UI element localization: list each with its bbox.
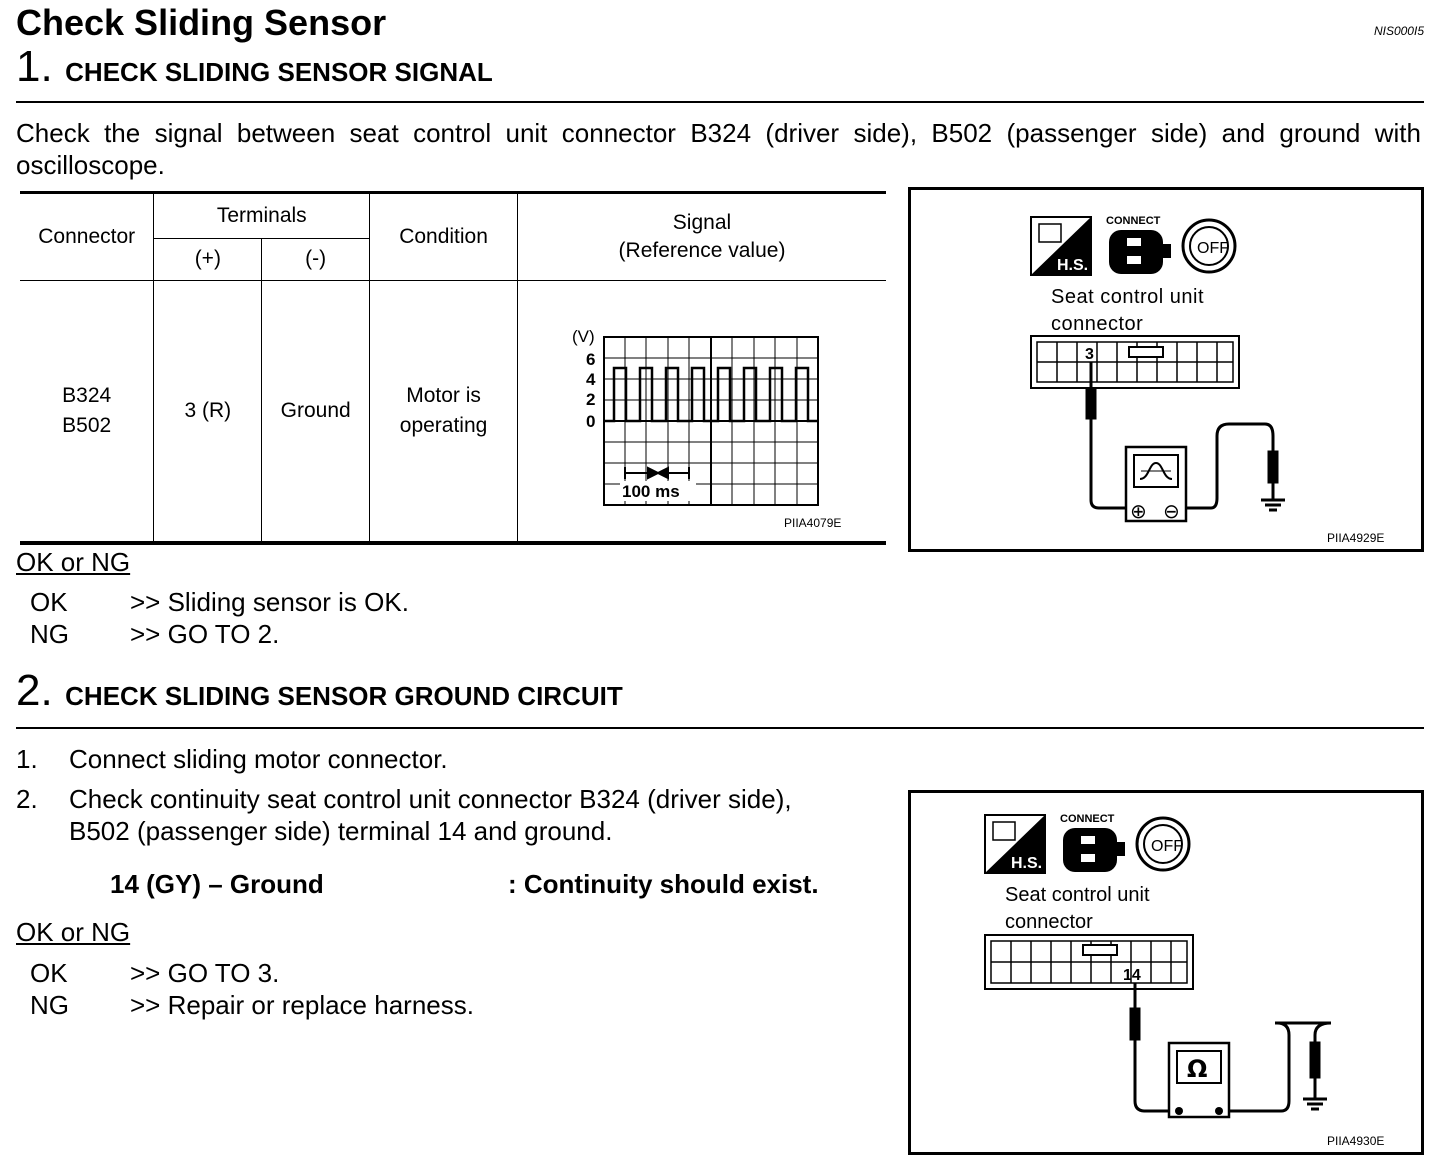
- oscilloscope-waveform: [518, 281, 886, 541]
- fig1-label-line2: connector: [1051, 313, 1144, 335]
- step2-divider: [16, 727, 1424, 729]
- step2-ok-text: >> GO TO 3.: [130, 958, 280, 988]
- cell-plus: 3 (R): [154, 280, 262, 541]
- step1-result-heading: OK or NG: [16, 547, 131, 577]
- figure-continuity-check: [908, 790, 1424, 1155]
- header-signal-line2: (Reference value): [618, 238, 786, 262]
- step2-item-2-line1: Check continuity seat control unit connector B324 (driver side),: [69, 784, 792, 814]
- fig2-terminal-number: 14: [1123, 967, 1141, 984]
- step2-ng-text: >> Repair or replace harness.: [130, 990, 474, 1020]
- step1-heading: [16, 42, 493, 92]
- cell-minus: Ground: [262, 280, 370, 541]
- step2-item-1-text: Connect sliding motor connector.: [69, 744, 448, 774]
- page-title: Check Sliding Sensor: [16, 2, 387, 43]
- fig1-terminal-number: 3: [1085, 346, 1094, 363]
- cell-condition: [370, 280, 518, 541]
- connect-label: CONNECT: [1106, 215, 1161, 227]
- connect-icon: [1060, 813, 1125, 872]
- header-signal-line1: Signal: [672, 210, 732, 234]
- scope-tick-2: 2: [585, 389, 596, 409]
- harness-side-icon: [985, 815, 1045, 873]
- step2-spec-right: : Continuity should exist.: [508, 869, 819, 899]
- cell-condition-line1: Motor is: [406, 383, 481, 407]
- step1-divider: [16, 101, 1424, 103]
- seat-control-unit-connector: [1031, 336, 1239, 388]
- cell-condition-line2: operating: [399, 413, 488, 437]
- scope-fig-id: PIIA4079E: [783, 515, 842, 530]
- step2-item-1-num: 1.: [16, 744, 38, 774]
- fig2-label-line2: connector: [1005, 911, 1093, 933]
- step2-ok-label: OK: [30, 958, 68, 988]
- seat-control-unit-connector: [985, 935, 1193, 989]
- off-label: OFF: [1197, 240, 1229, 257]
- fig1-label-line1: Seat control unit: [1051, 286, 1205, 308]
- harness-side-icon: [1031, 217, 1091, 275]
- header-condition: Condition: [370, 194, 518, 280]
- cell-signal: [517, 280, 886, 541]
- oscilloscope-meter-icon: [1126, 447, 1186, 523]
- cell-connector: [20, 280, 154, 541]
- hs-label: H.S.: [1057, 257, 1089, 274]
- step1-ok-text: >> Sliding sensor is OK.: [130, 587, 409, 617]
- meter-minus: ⊖: [1163, 499, 1180, 523]
- step2-result-heading: OK or NG: [16, 917, 131, 947]
- off-label: OFF: [1151, 838, 1183, 855]
- fig1-id: PIIA4929E: [1327, 531, 1385, 545]
- step2-heading: [16, 666, 623, 716]
- fig2-label-line1: Seat control unit: [1005, 884, 1150, 906]
- ignition-off-icon: [1183, 220, 1235, 272]
- cell-connector-line1: B324: [62, 383, 112, 407]
- connect-icon: [1106, 215, 1171, 274]
- meter-plus: ⊕: [1130, 499, 1147, 523]
- document-id: NIS000I5: [1373, 24, 1424, 38]
- hs-label: H.S.: [1011, 855, 1043, 872]
- scope-tick-0: 0: [585, 411, 596, 431]
- header-minus: (-): [262, 238, 370, 280]
- header-connector: Connector: [20, 194, 154, 280]
- scope-tick-4: 4: [585, 369, 596, 389]
- step2-number: 2.: [16, 666, 53, 715]
- step1-ng-text: >> GO TO 2.: [130, 619, 280, 649]
- step1-title: CHECK SLIDING SENSOR SIGNAL: [65, 57, 493, 87]
- ohmmeter-icon: [1169, 1043, 1229, 1117]
- fig2-id: PIIA4930E: [1327, 1134, 1385, 1148]
- cell-connector-line2: B502: [62, 413, 112, 437]
- step1-ng-label: NG: [30, 619, 69, 649]
- scope-unit-label: (V): [571, 326, 595, 346]
- step1-ok-label: OK: [30, 587, 68, 617]
- step2-item-2-num: 2.: [16, 784, 38, 814]
- header-signal: [517, 194, 886, 280]
- step2-spec-left: 14 (GY) – Ground: [110, 869, 324, 899]
- ignition-off-icon: [1137, 818, 1189, 870]
- scope-tick-6: 6: [585, 349, 596, 369]
- header-terminals: Terminals: [154, 194, 370, 238]
- figure-oscilloscope-connection: [908, 187, 1424, 552]
- step1-instruction: Check the signal between seat control unit connector B324 (driver side), B502 (passenger side) and ground with oscilloscope.: [16, 118, 1421, 180]
- header-plus: (+): [154, 238, 262, 280]
- scope-time-label: 100 ms: [621, 481, 680, 501]
- step2-item-2-line2: B502 (passenger side) terminal 14 and ground.: [69, 816, 613, 846]
- step1-number: 1.: [16, 42, 53, 91]
- ohm-symbol: Ω: [1187, 1055, 1208, 1083]
- step2-title: CHECK SLIDING SENSOR GROUND CIRCUIT: [65, 681, 623, 711]
- terminal-table: [20, 191, 886, 545]
- step2-ng-label: NG: [30, 990, 69, 1020]
- connect-label: CONNECT: [1060, 813, 1115, 825]
